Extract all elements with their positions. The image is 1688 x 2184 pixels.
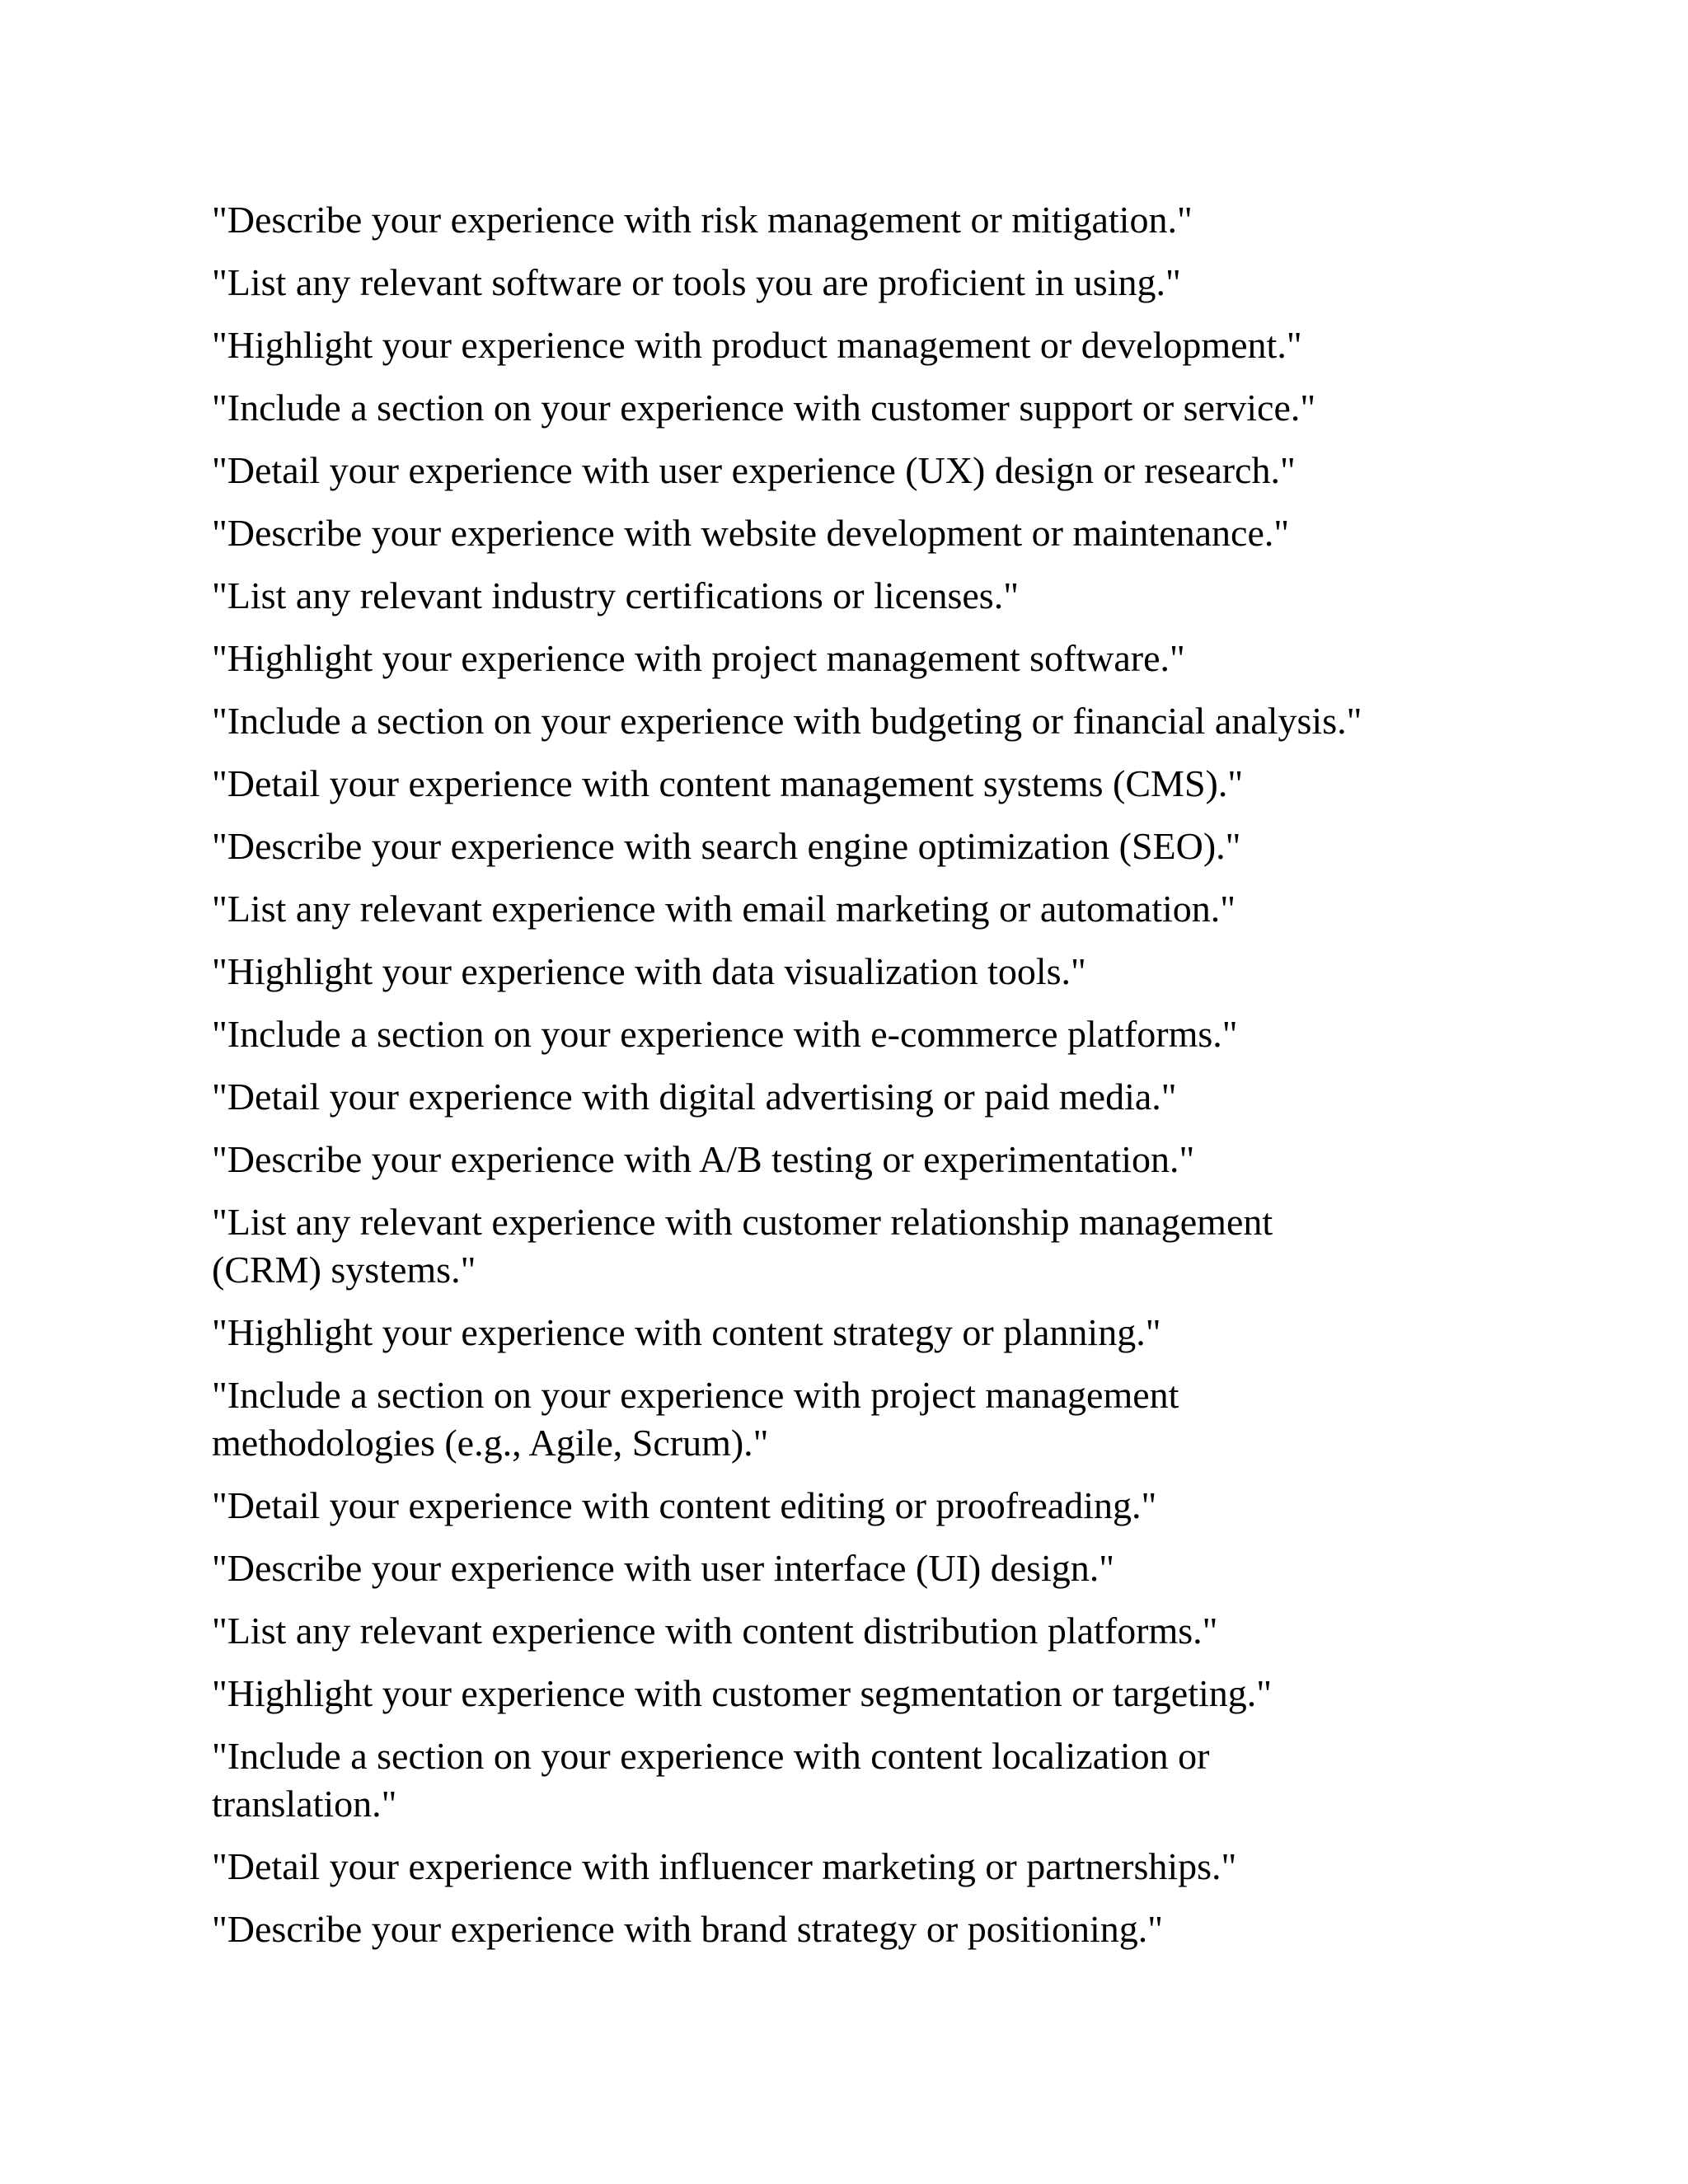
list-item: "Include a section on your experience with content localization or translation."	[212, 1735, 1210, 1825]
list-item: "List any relevant experience with customer relationship management (CRM) systems."	[212, 1201, 1273, 1291]
list-item: "Describe your experience with risk management or mitigation."	[212, 199, 1193, 241]
list-item: "Highlight your experience with data visualization tools."	[212, 950, 1086, 992]
prompt-list	[212, 196, 1498, 1968]
list-item: "Detail your experience with digital advertising or paid media."	[212, 1076, 1177, 1118]
list-item: "List any relevant experience with email marketing or automation."	[212, 888, 1236, 930]
list-item: "List any relevant software or tools you are proficient in using."	[212, 261, 1181, 303]
list-item: "Highlight your experience with content strategy or planning."	[212, 1311, 1161, 1353]
list-item: "Include a section on your experience with project management methodologies (e.g., Agile, Scrum)."	[212, 1374, 1179, 1464]
list-item: "Describe your experience with user interface (UI) design."	[212, 1547, 1115, 1589]
list-item: "Highlight your experience with product management or development."	[212, 324, 1302, 366]
list-item: "Describe your experience with A/B testing or experimentation."	[212, 1138, 1195, 1180]
list-item: "List any relevant experience with content distribution platforms."	[212, 1610, 1218, 1652]
list-item: "Detail your experience with influencer marketing or partnerships."	[212, 1845, 1237, 1887]
list-item: "Include a section on your experience with e-commerce platforms."	[212, 1013, 1238, 1055]
list-item: "Include a section on your experience with customer support or service."	[212, 387, 1316, 429]
list-item: "Detail your experience with content editing or proofreading."	[212, 1484, 1157, 1526]
list-item: "Highlight your experience with project management software."	[212, 637, 1185, 679]
list-item: "Describe your experience with brand strategy or positioning."	[212, 1908, 1163, 1950]
list-item: "Include a section on your experience with budgeting or financial analysis."	[212, 700, 1362, 742]
list-item: "Describe your experience with search engine optimization (SEO)."	[212, 825, 1241, 867]
list-item: "List any relevant industry certifications or licenses."	[212, 574, 1019, 616]
list-item: "Detail your experience with content management systems (CMS)."	[212, 762, 1244, 804]
list-item: "Highlight your experience with customer segmentation or targeting."	[212, 1672, 1273, 1714]
list-item: "Detail your experience with user experience (UX) design or research."	[212, 449, 1296, 491]
list-item: "Describe your experience with website development or maintenance."	[212, 512, 1290, 554]
